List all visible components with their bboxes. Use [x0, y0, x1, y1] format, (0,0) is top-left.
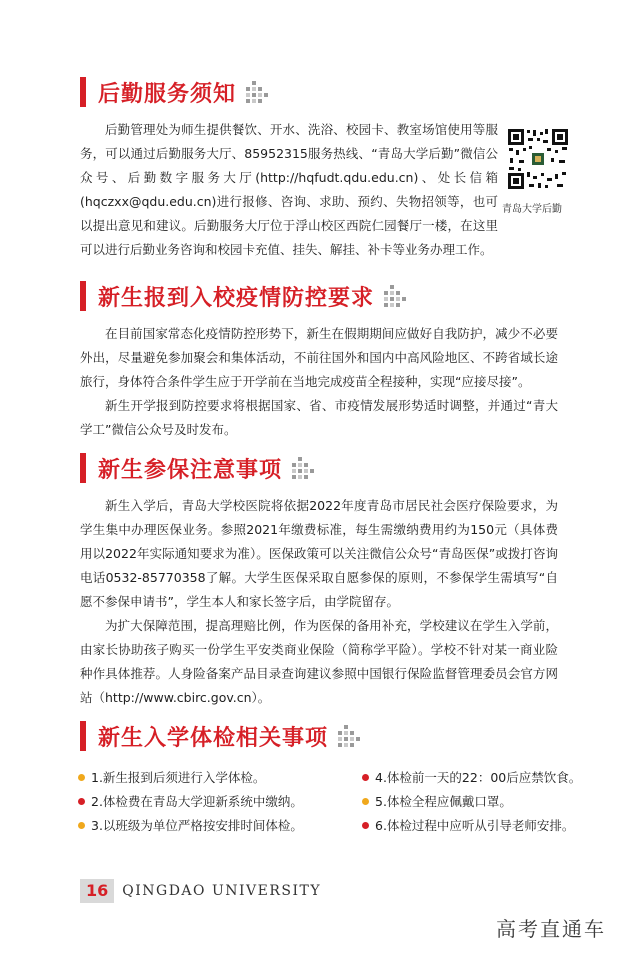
section-header-checkup — [80, 720, 362, 752]
list-item — [362, 765, 581, 789]
list-item-text: 6.体检过程中应听从引导老师安排。 — [375, 818, 575, 833]
insurance-paragraph-2: 为扩大保障范围，提高理赔比例，作为医保的备用补充，学校建议在学生入学前，由家长协助孩子购买一份学生平安类商业保险（简称学平险）。学校不针对某一商业险种作具体推荐。人身险备案产品目录查询建议参照中国银行保险监督管理委员会官方网站（http://www.cbirc.gov.cn）。 — [80, 618, 558, 705]
bullet-dot-icon — [362, 798, 369, 805]
list-item-text: 1.新生报到后须进行入学体检。 — [91, 770, 266, 785]
section-title: 新生报到入校疫情防控要求 — [98, 284, 375, 311]
section-dots-decoration — [384, 284, 408, 308]
page-number: 16 — [80, 879, 114, 903]
section-header-epidemic — [80, 280, 408, 312]
university-name: QINGDAO UNIVERSITY — [122, 883, 322, 899]
checkup-list-right — [362, 765, 581, 837]
bullet-dot-icon — [362, 822, 369, 829]
section-dots-decoration — [246, 80, 270, 104]
section-title: 新生入学体检相关事项 — [98, 724, 329, 751]
bullet-dot-icon — [362, 774, 369, 781]
page-footer — [80, 879, 321, 903]
section-title: 新生参保注意事项 — [98, 456, 283, 483]
list-item — [78, 789, 303, 813]
qr-code-icon — [507, 128, 569, 190]
qr-code-block — [502, 128, 571, 215]
bullet-dot-icon — [78, 822, 85, 829]
epidemic-paragraph-1: 在目前国家常态化疫情防控形势下，新生在假期期间应做好自我防护，减少不必要外出，尽量避免参加聚会和集体活动，不前往国外和国内中高风险地区、不跨省域长途旅行，身体符合条件学生应于开学前在当地完成疫苗全程接种，实现“应接尽接”。 — [80, 326, 558, 389]
list-item — [362, 813, 581, 837]
list-item — [362, 789, 581, 813]
section-accent-bar — [80, 281, 86, 311]
epidemic-paragraph-2: 新生开学报到防控要求将根据国家、省、市疫情发展形势适时调整，并通过“青大学工”微信公众号及时发布。 — [80, 398, 558, 437]
section-title: 后勤服务须知 — [98, 80, 237, 107]
checkup-list-left — [78, 765, 303, 837]
list-item-text: 4.体检前一天的22：00后应禁饮食。 — [375, 770, 582, 785]
logistics-paragraph: 后勤管理处为师生提供餐饮、开水、洗浴、校园卡、教室场馆使用等服务，可以通过后勤服务大厅、85952315服务热线、“青岛大学后勤”微信公众号、后勤数字服务大厅(http://hqfudt.qdu.edu.cn)、处长信箱(hqczxx@qdu.edu.cn)进行报修、咨询、求助、预约、失物招领等，也可以提出意见和建议。后勤服务大厅位于浮山校区西院仁园餐厅一楼，在这里可以进行后勤业务咨询和校园卡充值、挂失、解挂、补卡等业务办理工作。 — [80, 122, 498, 257]
section-accent-bar — [80, 721, 86, 751]
section-dots-decoration — [292, 456, 316, 480]
list-item — [78, 813, 303, 837]
bullet-dot-icon — [78, 798, 85, 805]
list-item-text: 2.体检费在青岛大学迎新系统中缴纳。 — [91, 794, 303, 809]
section-header-logistics — [80, 76, 270, 108]
section-header-insurance — [80, 452, 316, 484]
section-dots-decoration — [338, 724, 362, 748]
bullet-dot-icon — [78, 774, 85, 781]
section-accent-bar — [80, 453, 86, 483]
list-item-text: 3.以班级为单位严格按安排时间体检。 — [91, 818, 303, 833]
list-item-text: 5.体检全程应佩戴口罩。 — [375, 794, 512, 809]
list-item — [78, 765, 303, 789]
watermark-text: 高考直通车 — [496, 917, 606, 941]
insurance-paragraph-1: 新生入学后，青岛大学校医院将依据2022年度青岛市居民社会医疗保险要求，为学生集中办理医保业务。参照2021年缴费标准，每生需缴纳费用约为150元（具体费用以2022年实际通知要求为准）。医保政策可以关注微信公众号“青岛医保”或拨打咨询电话0532-85770358了解。大学生医保采取自愿参保的原则，不参保学生需填写“自愿不参保申请书”，学生本人和家长签字后，由学院留存。 — [80, 498, 558, 609]
section-accent-bar — [80, 77, 86, 107]
qr-caption: 青岛大学后勤 — [502, 204, 562, 215]
